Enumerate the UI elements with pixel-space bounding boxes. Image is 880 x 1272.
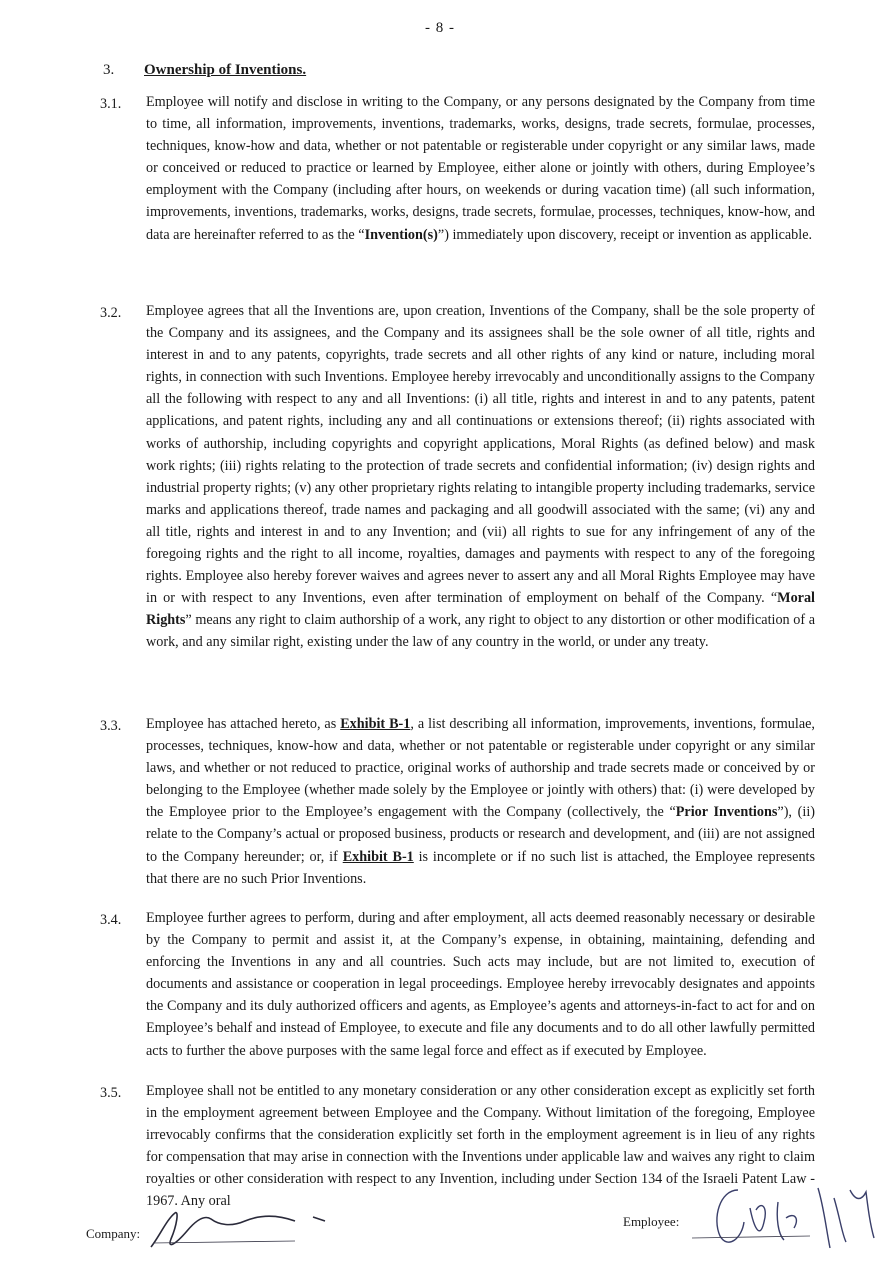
defined-term-inventions: Invention(s) (364, 226, 438, 243)
defined-term-moral-rights: Moral Rights (146, 590, 815, 629)
clause-number: 3.5. (100, 1085, 122, 1101)
clause-number: 3.2. (100, 305, 122, 321)
page-number: - 8 - (425, 20, 455, 36)
clause-3-2 (100, 300, 815, 654)
exhibit-reference: Exhibit B-1 (340, 716, 411, 732)
clause-text: Employee will notify and disclose in writing to the Company, or any persons designated by the Company from time to time, all information, improvements, inventions, trademarks, works, designs, trade secrets, formulae, processes, techniques, know-how and data, whether or not patentable or registerable under copyright or any similar laws, made or conceived or reduced to practice or learned by Employee, either alone or jointly with others, during Employee’s employment with the Company (including after hours, on weekends or during vacation time) (all such information, improvements, inventions, trademarks, works, designs, trade secrets, formulae, processes, techniques, know-how, and data are hereinafter referred to as the “Invention(s)”) immediately upon discovery, receipt or invention as applicable. (146, 94, 815, 243)
section-title: Ownership of Inventions. (144, 62, 307, 78)
clause-number: 3.4. (100, 912, 122, 928)
company-signature-icon (145, 1205, 335, 1255)
clause-3-4 (100, 907, 815, 1062)
employee-label: Employee: (623, 1214, 680, 1229)
section-heading (103, 62, 306, 79)
clause-text: Employee agrees that all the Inventions are, upon creation, Inventions of the Company, shall be the sole property of the Company and its assignees, and the Company and its assignees shall be the sole owner of all title, rights and interest in and to any patents, copyrights, trade secrets and all other rights of any kind or nature, including moral rights, in connection with such Inventions. Employee hereby irrevocably and unconditionally assigns to the Company all the following with respect to any and all Inventions: (i) all title, rights and interest in and to any patents, patent applications, and patent rights, including any and all continuations or extensions thereof; (ii) rights associated with works of authorship, including copyrights and copyright applications, Moral Rights (as defined below) and mask work rights; (iii) rights relating to the protection of trade secrets and confidential information; (iv) design rights and industrial property rights; (v) any other proprietary rights relating to intangible property including trademarks, service marks and applications thereof, trade names and packaging and all goodwill associated with the same; (vi) any and all title, rights and interest in and to any Invention; and (vii) all rights to sue for any infringement of any of the foregoing rights and the right to all income, royalties, damages and payments with respect to any of the foregoing rights. Employee also hereby forever waives and agrees never to assert any and all Moral Rights Employee may have in or with respect to any Inventions, even after termination of employment on behalf of the Company. “Moral Rights” means any right to claim authorship of a work, any right to object to any distortion or other modification of a work, and any similar right, existing under the law of any country in the world, or under any treaty. (146, 303, 815, 651)
clause-text: Employee shall not be entitled to any monetary consideration or any other consideration except as explicitly set forth in the employment agreement between Employee and the Company. Without limitation of the foregoing, Employee irrevocably confirms that the consideration explicitly set forth in the employment agreement is in lieu of any rights for compensation that may arise in connection with the Inventions under applicable law and waives any right to claim royalties or other consideration with respect to any Invention, including under Section 134 of the Israeli Patent Law - 1967. Any oral (146, 1083, 815, 1210)
clause-number: 3.3. (100, 718, 122, 734)
defined-term-prior-inventions: Prior Inventions (675, 804, 778, 821)
clause-number: 3.1. (100, 96, 122, 112)
section-number: 3. (103, 62, 115, 78)
clause-3-3 (100, 713, 815, 890)
exhibit-reference: Exhibit B-1 (342, 848, 414, 865)
clause-text: Employee further agrees to perform, during and after employment, all acts deemed reasonably necessary or desirable by the Company to permit and assist it, at the Company’s expense, in obtaining, maintaining, defending and enforcing the Inventions in any and all countries. Such acts may include, but are not limited to, execution of documents and assistance or cooperation in legal proceedings. Employee hereby irrevocably designates and appoints the Company and its duly authorized officers and agents, as Employee’s agents and attorneys-in-fact to act for and on Employee’s behalf and instead of Employee, to execute and file any documents and to do all other lawfully permitted acts to further the above purposes with the same legal force and effect as if executed by Employee. (146, 910, 815, 1059)
clause-text: Employee has attached hereto, as Exhibit B-1, a list describing all information, improvements, inventions, formulae, processes, techniques, know-how and data, whether or not patentable or registerable under copyright or any similar laws, and whether or not reduced to practice, original works of authorship and trade secrets made or conceived by or belonging to the Employee (whether made solely by the Employee or jointly with others) that: (i) were developed by the Employee prior to the Employee’s engagement with the Company (collectively, the “Prior Inventions”), (ii) relate to the Company’s actual or proposed business, products or research and development, and (iii) are not assigned to the Company hereunder; or, if Exhibit B-1 is incomplete or if no such list is attached, the Employee represents that there are no such Prior Inventions. (146, 716, 816, 887)
employee-signature-icon (690, 1178, 878, 1258)
company-label: Company: (86, 1226, 141, 1241)
clause-3-1 (100, 91, 815, 246)
